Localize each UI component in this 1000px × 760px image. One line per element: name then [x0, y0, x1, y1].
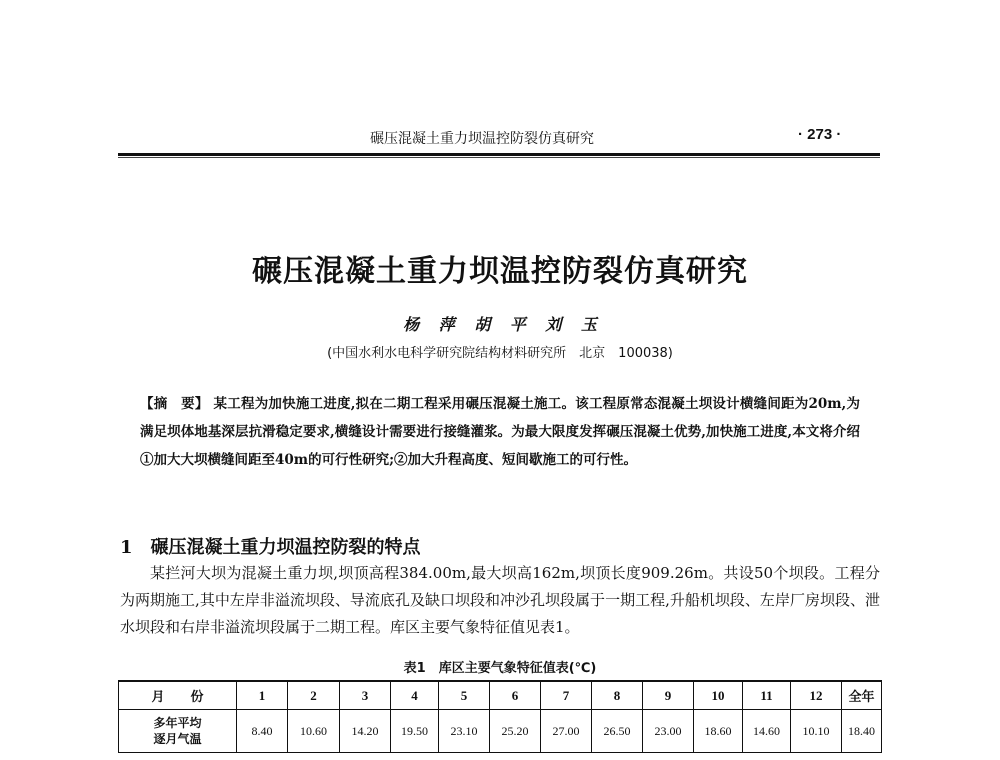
row-label-line2: 逐月气温: [153, 732, 202, 746]
table-caption: 表1 库区主要气象特征值表(℃): [403, 661, 597, 676]
value-cell: 18.60: [694, 710, 743, 753]
weather-table: [118, 680, 882, 753]
paper-title: 碾压混凝土重力坝温控防裂仿真研究: [252, 254, 748, 289]
section-heading: 1 碾压混凝土重力坝温控防裂的特点: [120, 537, 421, 558]
affiliation: (中国水利水电科学研究院结构材料研究所 北京 100038): [327, 346, 673, 361]
header-cell: 11: [743, 681, 791, 710]
header-cell: 全年: [842, 681, 882, 710]
value-cell: 10.10: [791, 710, 842, 753]
header-cell: 3: [340, 681, 391, 710]
row-label-line1: 多年平均: [153, 716, 202, 730]
value-cell: 27.00: [541, 710, 592, 753]
abstract-text: 某工程为加快施工进度,拟在二期工程采用碾压混凝土施工。该工程原常态混凝土坝设计横缝间距为20m,为满足坝体地基深层抗滑稳定要求,横缝设计需要进行接缝灌浆。为最大限度发挥碾压混凝土优势,加快施工进度,本文将介绍①加大大坝横缝间距至40m的可行性研究;②加大升程高度、短间歇施工的可行性。: [140, 396, 860, 468]
header-cell: 10: [694, 681, 743, 710]
authors: 杨 萍 胡 平 刘 玉: [403, 315, 597, 334]
header-cell: 2: [288, 681, 340, 710]
header-cell: 4: [391, 681, 439, 710]
abstract-label: 【摘 要】: [140, 396, 209, 412]
header-cell: 月 份: [119, 681, 237, 710]
header-cell: 9: [643, 681, 694, 710]
value-cell: 25.20: [490, 710, 541, 753]
page-number: · 273 ·: [798, 126, 842, 143]
header-cell: 12: [791, 681, 842, 710]
value-cell: 8.40: [237, 710, 288, 753]
running-title: 碾压混凝土重力坝温控防裂仿真研究: [370, 131, 594, 147]
body-paragraph: 某拦河大坝为混凝土重力坝,坝顶高程384.00m,最大坝高162m,坝顶长度909.26m。共设50个坝段。工程分为两期施工,其中左岸非溢流坝段、导流底孔及缺口坝段和冲沙孔坝段属于一期工程,升船机坝段、左岸厂房坝段、泄水坝段和右岸非溢流坝段属于二期工程。库区主要气象特征值见表1。: [120, 564, 880, 636]
value-cell: 10.60: [288, 710, 340, 753]
header-rule: [118, 153, 880, 156]
abstract: [140, 390, 860, 474]
value-cell: 14.20: [340, 710, 391, 753]
table-row: [119, 710, 882, 753]
value-cell: 14.60: [743, 710, 791, 753]
header-cell: 6: [490, 681, 541, 710]
value-cell: 23.00: [643, 710, 694, 753]
header-cell: 1: [237, 681, 288, 710]
table-header-row: [119, 681, 882, 710]
header-rule-thin: [118, 157, 880, 158]
row-label: [119, 710, 237, 753]
value-cell: 26.50: [592, 710, 643, 753]
header-cell: 8: [592, 681, 643, 710]
value-cell: 19.50: [391, 710, 439, 753]
value-cell: 18.40: [842, 710, 882, 753]
value-cell: 23.10: [439, 710, 490, 753]
header-cell: 7: [541, 681, 592, 710]
header-cell: 5: [439, 681, 490, 710]
